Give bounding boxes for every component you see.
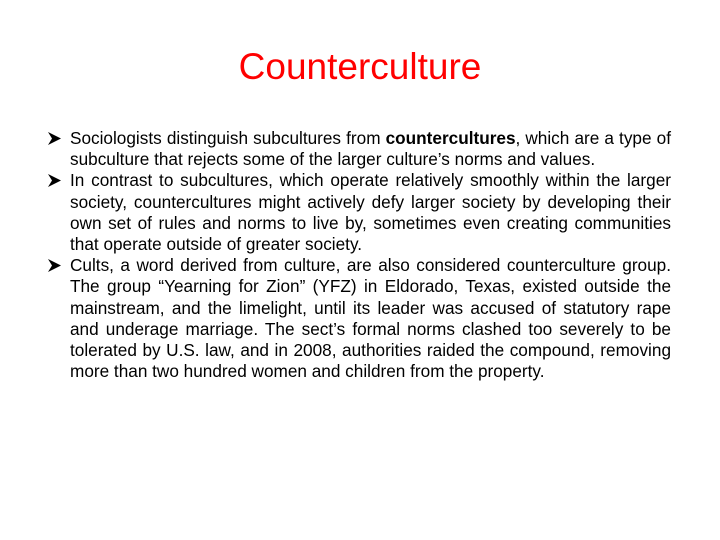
arrow-bullet-icon	[46, 170, 64, 191]
bullet-item	[46, 255, 671, 382]
bullet-list	[46, 128, 671, 382]
bullet-text: Cults, a word derived from culture, are also considered counterculture group. The group “Yearning for Zion” (YFZ) in Eldorado, Texas, existed outside the mainstream, and the limelight, until its leader was accused of statutory rape and underage marriage. The sect’s formal norms clashed too severely to be tolerated by U.S. law, and in 2008, authorities raided the compound, removing more than two hundred women and children from the property.	[70, 255, 671, 382]
bullet-text: In contrast to subcultures, which operate relatively smoothly within the larger society, countercultures might actively defy larger society by developing their own set of rules and norms to live by, sometimes even creating communities that operate outside of greater society.	[70, 170, 671, 255]
bullet-emphasis: countercultures	[385, 128, 516, 148]
arrow-bullet-icon	[46, 255, 64, 276]
bullet-item	[46, 170, 671, 255]
arrow-bullet-icon	[46, 128, 64, 149]
bullet-text-start: Sociologists distinguish subcultures from	[70, 128, 386, 148]
bullet-item	[46, 128, 671, 170]
slide-title: Counterculture	[238, 46, 482, 87]
bullet-text-end: , which are a type of subculture that rejects some of the larger culture’s norms and values.	[70, 128, 671, 170]
